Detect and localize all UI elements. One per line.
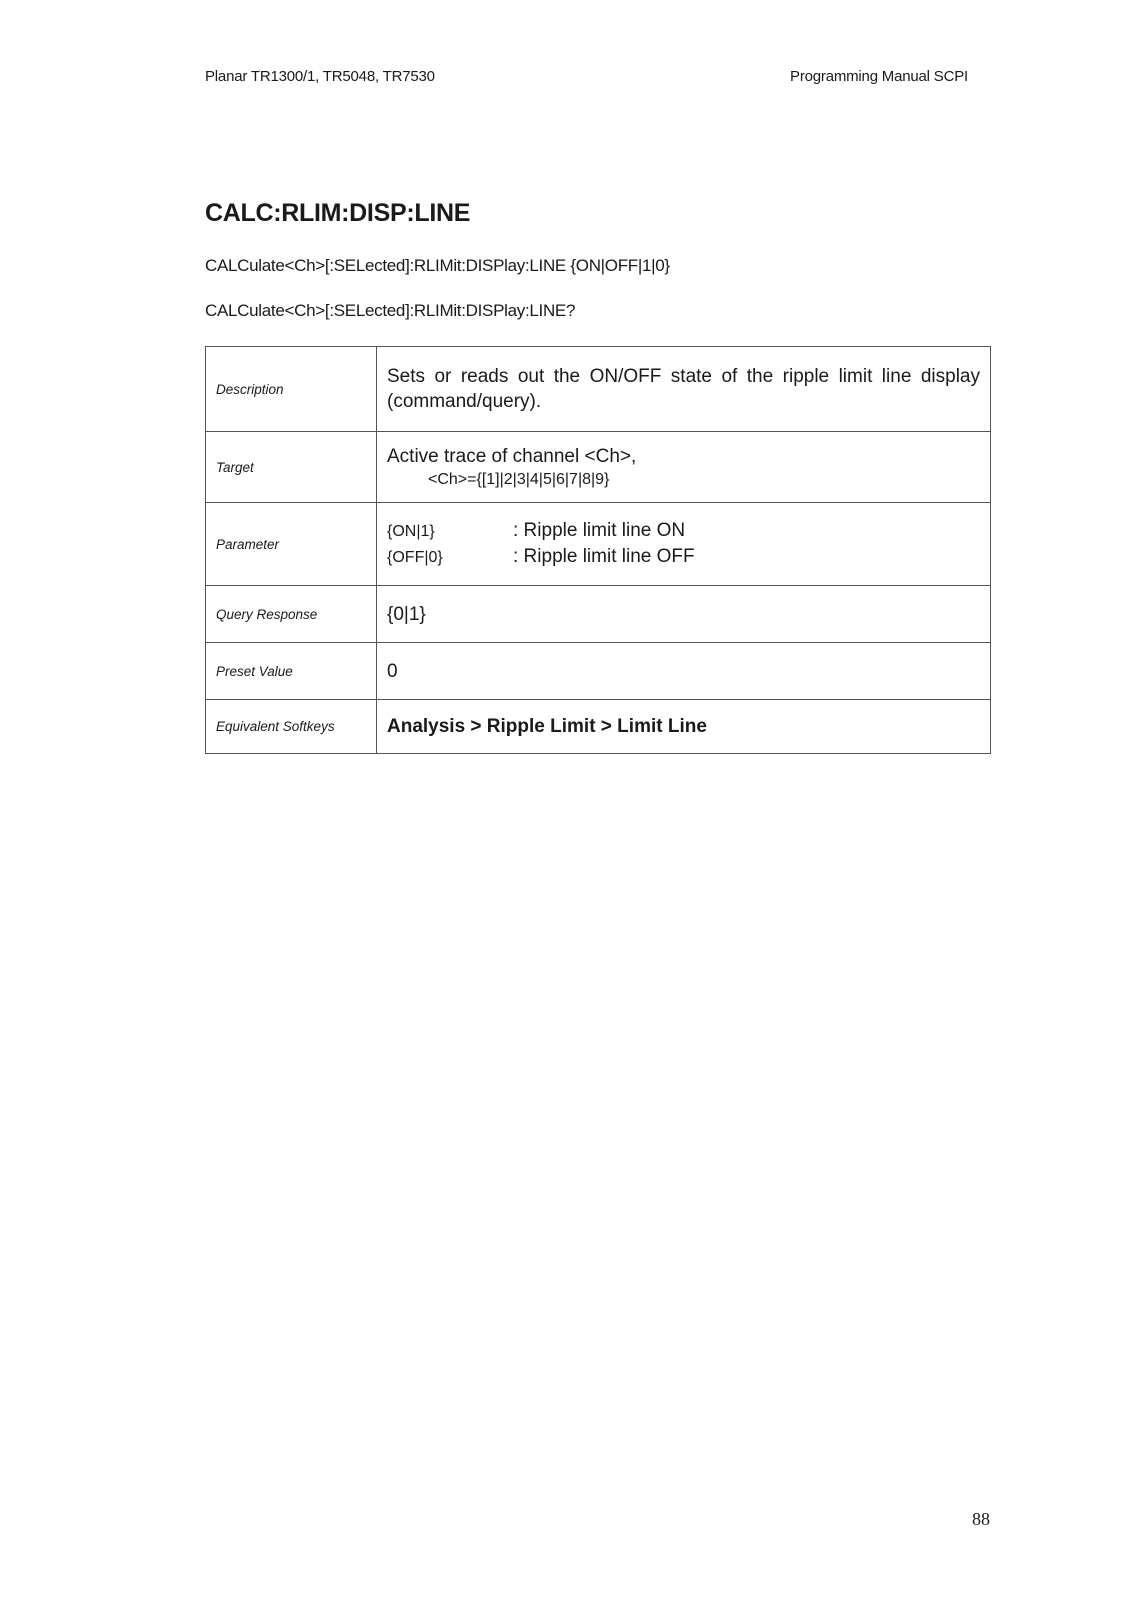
row-label-parameter: Parameter (206, 503, 377, 586)
page-number: 88 (972, 1509, 990, 1529)
target-text: Active trace of channel <Ch>, (387, 445, 637, 467)
table-row-description (206, 347, 991, 432)
target-cell (377, 432, 991, 503)
parameter-value: {OFF|0} (387, 549, 443, 566)
command-syntax-set: CALCulate<Ch>[:SELected]:RLIMit:DISPlay:LINE {ON|OFF|1|0} (205, 256, 670, 275)
preset-value: 0 (377, 643, 991, 700)
parameter-line (387, 544, 980, 570)
parameter-description: : Ripple limit line OFF (513, 546, 695, 567)
table-row-target (206, 432, 991, 503)
row-label-softkeys: Equivalent Softkeys (206, 700, 377, 754)
description-text: Sets or reads out the ON/OFF state of the ripple limit line display (command/query). (387, 366, 980, 412)
parameter-description: : Ripple limit line ON (513, 520, 686, 541)
description-cell (377, 347, 991, 432)
parameter-cell (377, 503, 991, 586)
parameter-value: {ON|1} (387, 523, 435, 540)
row-label-query-response: Query Response (206, 586, 377, 643)
table-row-query-response (206, 586, 991, 643)
target-channel-range: <Ch>={[1]|2|3|4|5|6|7|8|9} (428, 470, 610, 488)
header-manual-name: Programming Manual SCPI (790, 68, 968, 85)
row-label-description: Description (206, 347, 377, 432)
table-row-preset-value (206, 643, 991, 700)
parameter-line (387, 518, 980, 544)
table-row-parameter (206, 503, 991, 586)
command-details-table (205, 346, 991, 754)
table-row-softkeys (206, 700, 991, 754)
command-title: CALC:RLIM:DISP:LINE (205, 199, 471, 227)
row-label-preset-value: Preset Value (206, 643, 377, 700)
query-response-value: {0|1} (377, 586, 991, 643)
command-syntax-query: CALCulate<Ch>[:SELected]:RLIMit:DISPlay:LINE? (205, 301, 576, 320)
row-label-target: Target (206, 432, 377, 503)
header-document-title: Planar TR1300/1, TR5048, TR7530 (205, 68, 435, 85)
softkeys-path: Analysis > Ripple Limit > Limit Line (377, 700, 991, 754)
